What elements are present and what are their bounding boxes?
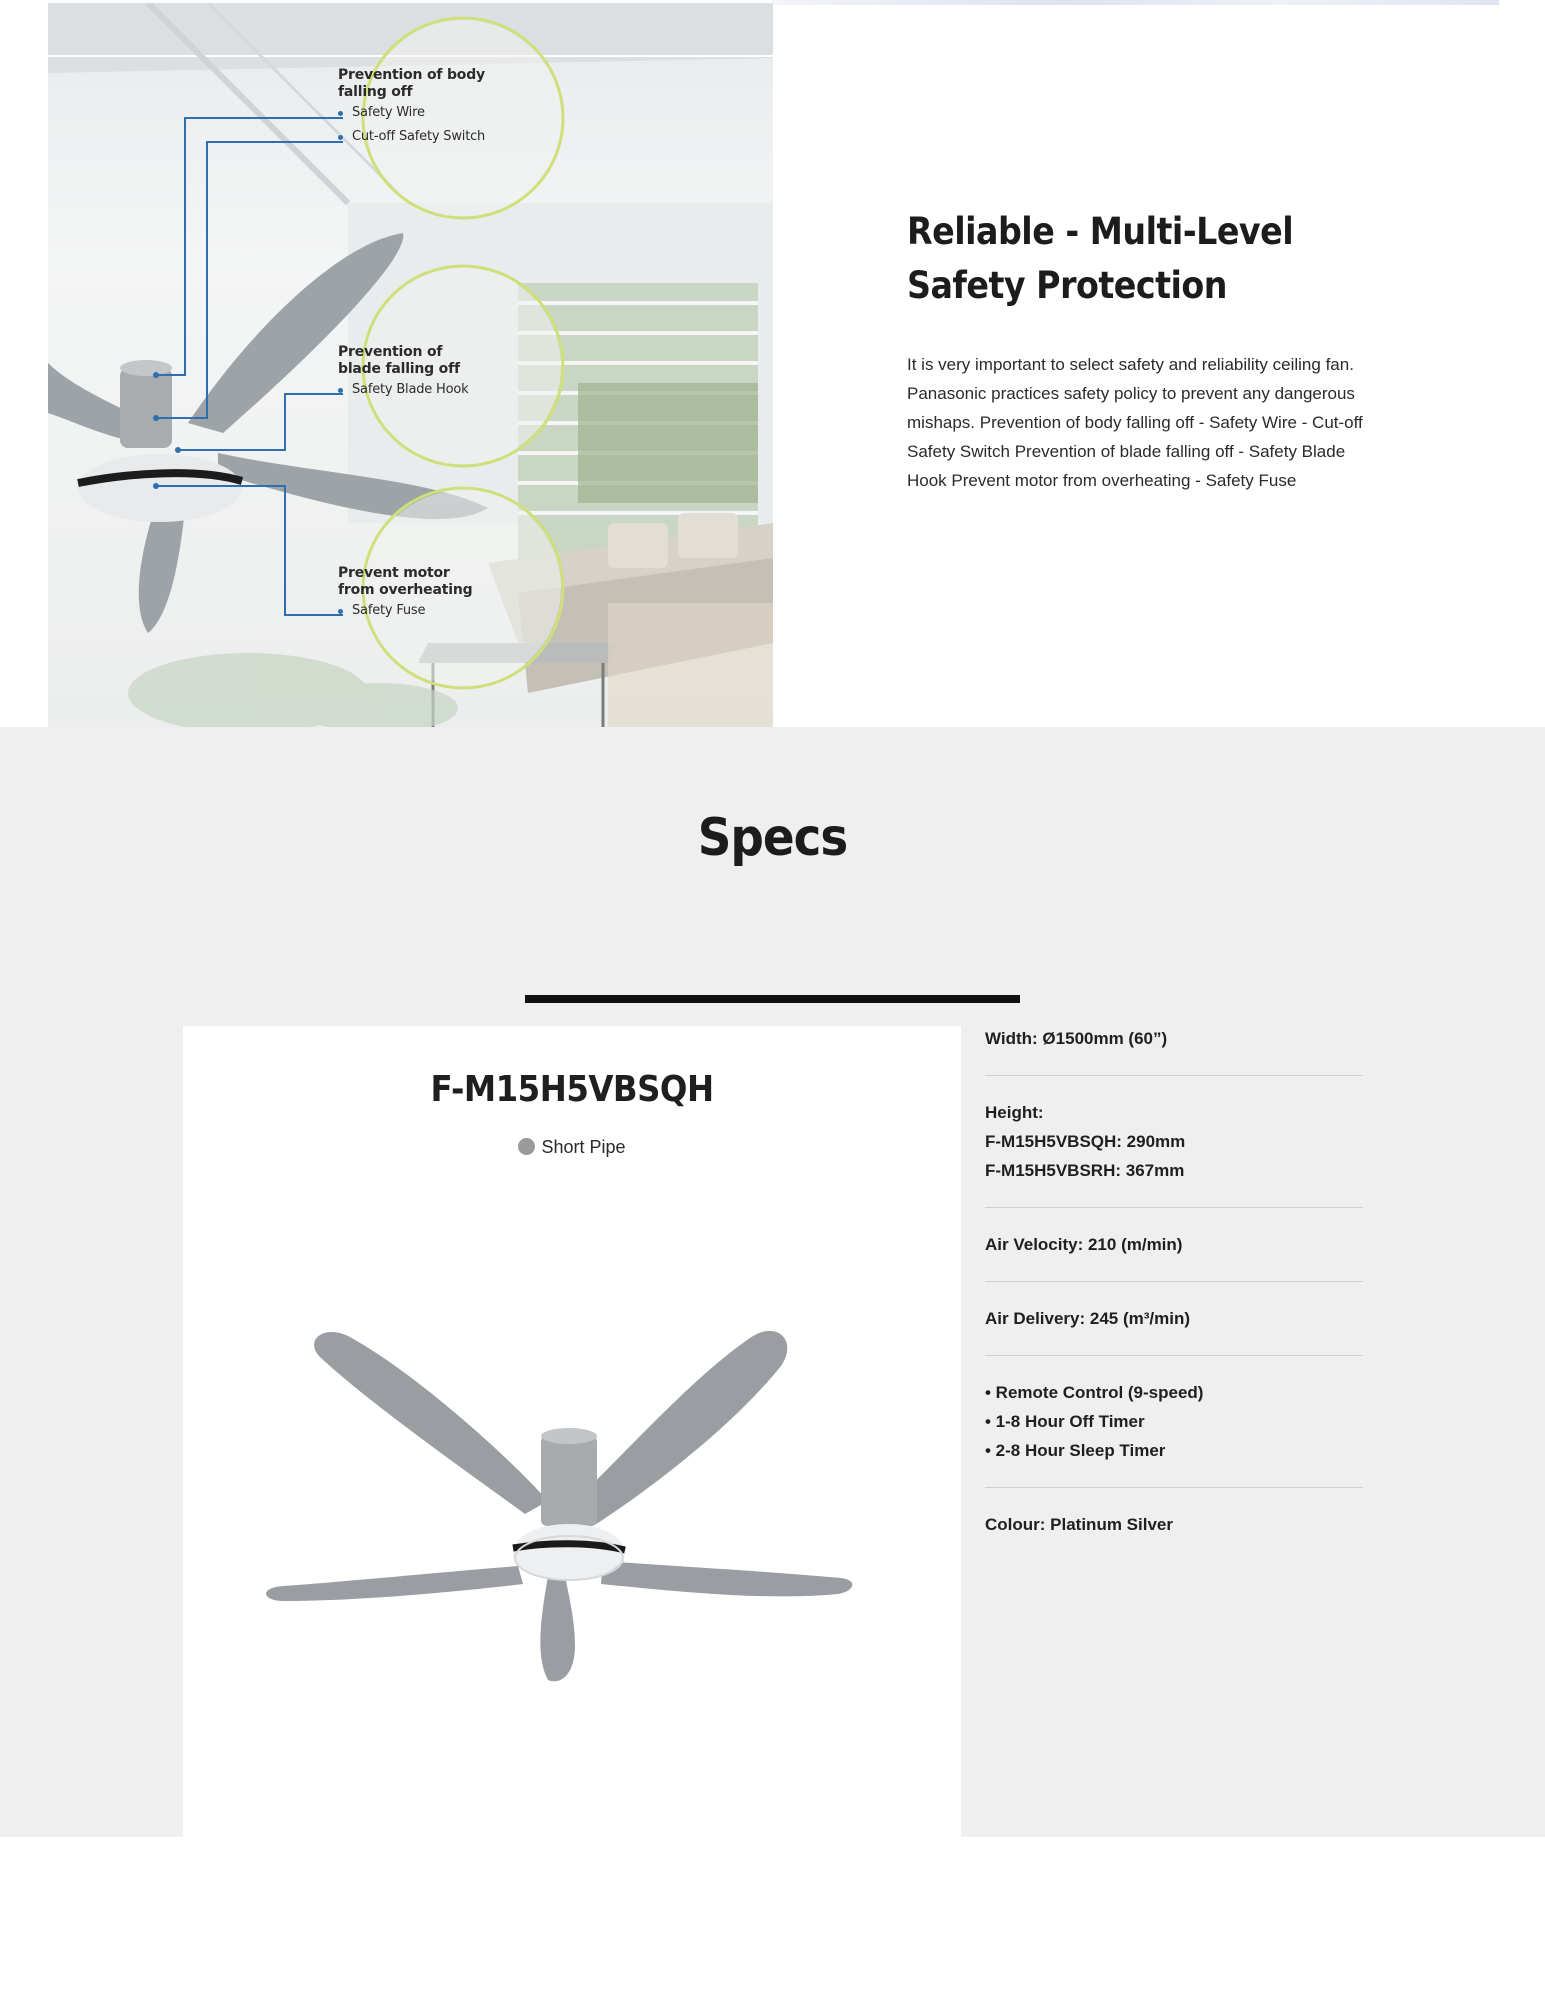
- spec-line: • Remote Control (9-speed): [985, 1383, 1204, 1402]
- variant-color-swatch[interactable]: [518, 1138, 535, 1155]
- safety-feature-image: [48, 3, 773, 727]
- model-name: F-M15H5VBSQH: [430, 1069, 714, 1110]
- spec-air-delivery: [985, 1304, 1363, 1356]
- product-card: [183, 1026, 961, 1837]
- spec-line: Height:: [985, 1103, 1044, 1122]
- spec-line: Colour: Platinum Silver: [985, 1515, 1173, 1534]
- spec-features: [985, 1378, 1363, 1488]
- callout-item: Safety Wire: [338, 101, 488, 125]
- feature-description: It is very important to select safety and reliability ceiling fan. Panasonic practices safety policy to prevent any dangerous mishaps. Prevention of body falling off - Safety Wire - Cut-off Safety Switch Prevention of blade falling off - Safety Blade Hook Prevent motor from overheating - Safety Fuse: [907, 355, 1363, 490]
- spec-line: Air Delivery: 245 (m³/min): [985, 1309, 1191, 1328]
- spec-line: F-M15H5VBSQH: 290mm: [985, 1132, 1186, 1151]
- variant-label: Short Pipe: [541, 1137, 626, 1157]
- callout-item: Cut-off Safety Switch: [338, 125, 488, 149]
- spec-air-velocity: [985, 1230, 1363, 1282]
- variant-option[interactable]: [183, 1135, 961, 1159]
- spec-line: • 2-8 Hour Sleep Timer: [985, 1441, 1166, 1460]
- callout-title: Prevention of body falling off: [338, 67, 485, 100]
- specs-divider: [525, 995, 1020, 1003]
- safety-feature-section: [0, 0, 1545, 727]
- ceiling-fan-product-image: [263, 1296, 863, 1696]
- spec-line: • 1-8 Hour Off Timer: [985, 1412, 1145, 1431]
- specs-section: [0, 727, 1545, 1837]
- spec-line: F-M15H5VBSRH: 367mm: [985, 1161, 1185, 1180]
- spec-colour: [985, 1510, 1363, 1561]
- callout-motor-overheating: [338, 565, 488, 623]
- top-banner-strip: [772, 0, 1499, 5]
- spec-width: [985, 1024, 1363, 1076]
- callout-title: Prevent motor from overheating: [338, 565, 473, 598]
- spec-line: Width: Ø1500mm (60”): [985, 1029, 1168, 1048]
- callout-blade-falling: [338, 344, 488, 402]
- feature-title: Reliable - Multi-Level Safety Protection: [907, 210, 1294, 307]
- specs-heading: Specs: [697, 808, 848, 868]
- spec-line: Air Velocity: 210 (m/min): [985, 1235, 1183, 1254]
- spec-list: [985, 1026, 1363, 1583]
- callout-item: Safety Fuse: [338, 599, 488, 623]
- spec-height: [985, 1098, 1363, 1208]
- callout-title: Prevention of blade falling off: [338, 344, 460, 377]
- callout-body-falling: [338, 67, 488, 149]
- callout-item: Safety Blade Hook: [338, 378, 488, 402]
